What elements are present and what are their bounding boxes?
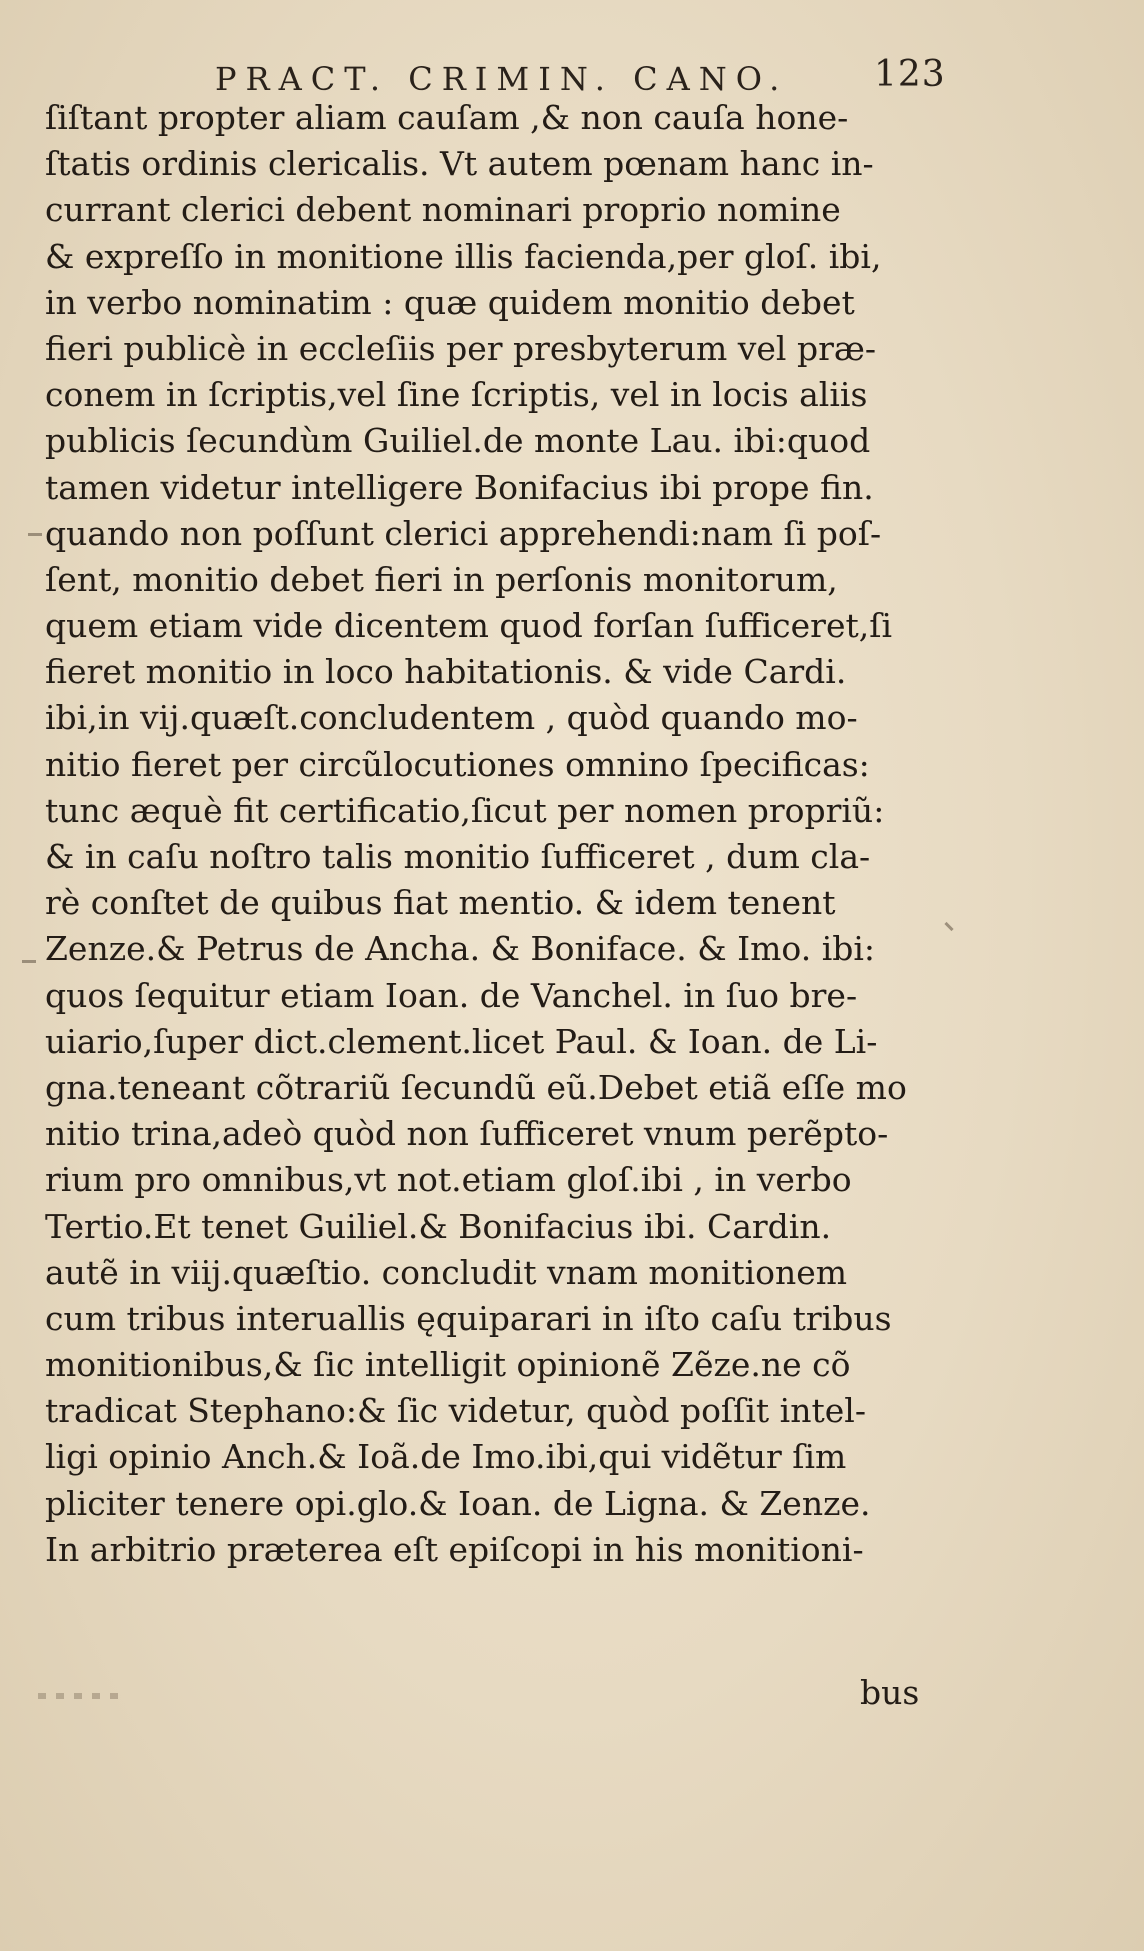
- text-line: quos ſequitur etiam Ioan. de Vanchel. in ſuo bre-: [45, 975, 858, 1015]
- text-line: uiario,ſuper dict.clement.licet Paul. & Ioan. de Li-: [45, 1021, 878, 1061]
- text-line: publicis ſecundùm Guiliel.de monte Lau. ibi:quod: [45, 421, 871, 461]
- text-line: tunc æquè fit certificatio,ſicut per nomen propriũ:: [45, 790, 885, 830]
- text-line: & expreſſo in monitione illis facienda,per gloſ. ibi,: [45, 236, 882, 276]
- text-line: fieri publicè in eccleſiis per presbyterum vel præ-: [45, 328, 877, 368]
- margin-mark: [944, 922, 953, 931]
- text-line: quem etiam vide dicentem quod forſan ſufficeret,ſi: [45, 606, 892, 646]
- text-line: pliciter tenere opi.glo.& Ioan. de Ligna. & Zenze.: [45, 1483, 871, 1523]
- text-line: Tertio.Et tenet Guiliel.& Bonifacius ibi. Cardin.: [45, 1206, 832, 1246]
- text-line: rè conſtet de quibus fiat mentio. & idem tenent: [45, 883, 836, 923]
- text-line: tamen videtur intelligere Bonifacius ibi prope fin.: [45, 467, 874, 507]
- text-line: autẽ in viij.quæſtio. concludit vnam monitionem: [45, 1252, 848, 1292]
- text-line: ligi opinio Anch.& Ioã.de Imo.ibi,qui vidẽtur ſim: [45, 1437, 847, 1477]
- catchword: bus: [860, 1673, 920, 1712]
- text-line: quando non poſſunt clerici apprehendi:nam ſi poſ-: [45, 513, 882, 553]
- text-line: gna.teneant cõtrariũ ſecundũ eũ.Debet etiã eſſe mo: [45, 1067, 907, 1107]
- text-line: ſiſtant propter aliam cauſam ,& non cauſa hone-: [45, 98, 849, 137]
- text-line: In arbitrio præterea eſt epiſcopi in his monitioni-: [45, 1529, 864, 1569]
- page-number: 123: [874, 54, 946, 95]
- text-line: in verbo nominatim : quæ quidem monitio debet: [45, 282, 855, 322]
- text-line: conem in ſcriptis,vel ſine ſcriptis, vel in locis aliis: [45, 375, 868, 415]
- body-text: [45, 95, 945, 1573]
- margin-dots: [38, 1693, 118, 1699]
- running-head: PRACT. CRIMIN. CANO.: [215, 60, 789, 98]
- text-line: nitio fieret per circũlocutiones omnino ſpecificas:: [45, 744, 870, 784]
- text-line: currant clerici debent nominari proprio nomine: [45, 190, 841, 230]
- text-line: fieret monitio in loco habitationis. & vide Cardi.: [45, 652, 847, 692]
- text-line: tradicat Stephano:& ſic videtur, quòd poſſit intel-: [45, 1391, 866, 1431]
- text-line: rium pro omnibus,vt not.etiam gloſ.ibi , in verbo: [45, 1160, 852, 1200]
- text-line: ibi,in vij.quæſt.concludentem , quòd quando mo-: [45, 698, 858, 738]
- text-line: nitio trina,adeò quòd non ſufficeret vnum perẽpto-: [45, 1114, 889, 1154]
- text-line: ſtatis ordinis clericalis. Vt autem pœnam hanc in-: [45, 144, 874, 184]
- text-line: & in caſu noſtro talis monitio ſufficeret , dum cla-: [45, 837, 871, 876]
- text-line: ſent, monitio debet fieri in perſonis monitorum,: [45, 559, 838, 599]
- text-line: cum tribus interuallis ęquiparari in iſto caſu tribus: [45, 1298, 892, 1338]
- margin-mark: [22, 960, 36, 963]
- text-line: Zenze.& Petrus de Ancha. & Boniface. & Imo. ibi:: [45, 929, 876, 969]
- margin-mark: [28, 533, 42, 536]
- text-line: monitionibus,& ſic intelligit opinionẽ Zẽze.ne cõ: [45, 1345, 851, 1385]
